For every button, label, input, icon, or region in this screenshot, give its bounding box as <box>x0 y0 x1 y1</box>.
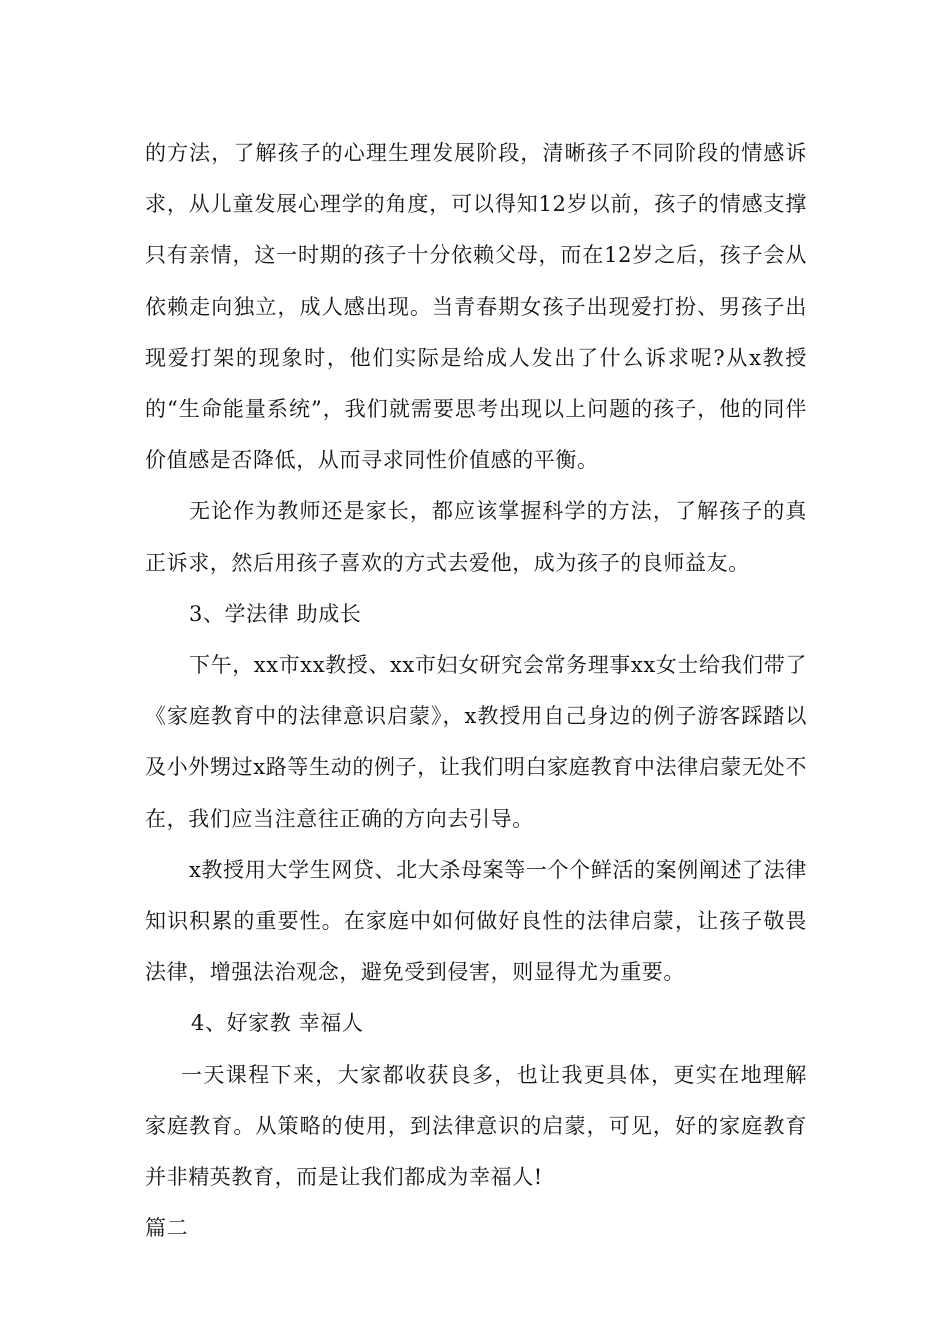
body-paragraph-law-lecture: 下午，xx市xx教授、xx市妇女研究会常务理事xx女士给我们带了《家庭教育中的法律意识启蒙》，x教授用自己身边的例子游客踩踏以及小外甥过x路等生动的例子，让我们明白家庭教育中法律启蒙无处不在，我们应当注意往正确的方向去引导。 <box>145 653 807 831</box>
chapter-label: 篇二 <box>145 1216 189 1241</box>
body-paragraph-law-cases: x教授用大学生网贷、北大杀母案等一个个鲜活的案例阐述了法律知识积累的重要性。在家庭中如何做好良性的法律启蒙，让孩子敬畏法律，增强法治观念，避免受到侵害，则显得尤为重要。 <box>145 857 807 985</box>
body-paragraph-teacher-parent: 无论作为教师还是家长，都应该掌握科学的方法，了解孩子的真正诉求，然后用孩子喜欢的方式去爱他，成为孩子的良师益友。 <box>145 499 807 575</box>
document-body <box>145 128 807 1254</box>
body-paragraph-summary: 一天课程下来，大家都收获良多，也让我更具体，更实在地理解家庭教育。从策略的使用，到法律意识的启蒙，可见，好的家庭教育并非精英教育，而是让我们都成为幸福人! <box>145 1062 807 1190</box>
section-heading-law: 3、学法律 助成长 <box>189 601 362 626</box>
body-paragraph-continued: 的方法，了解孩子的心理生理发展阶段，清晰孩子不同阶段的情感诉求，从儿童发展心理学的角度，可以得知12岁以前，孩子的情感支撑只有亲情，这一时期的孩子十分依赖父母，而在12岁之后，孩子会从依赖走向独立，成人感出现。当青春期女孩子出现爱打扮、男孩子出现爱打架的现象时，他们实际是给成人发出了什么诉求呢?从x教授的“生命能量系统”，我们就需要思考出现以上问题的孩子，他的同伴价值感是否降低，从而寻求同性价值感的平衡。 <box>145 141 807 473</box>
section-heading-family-education: 4、好家教 幸福人 <box>191 1011 364 1036</box>
